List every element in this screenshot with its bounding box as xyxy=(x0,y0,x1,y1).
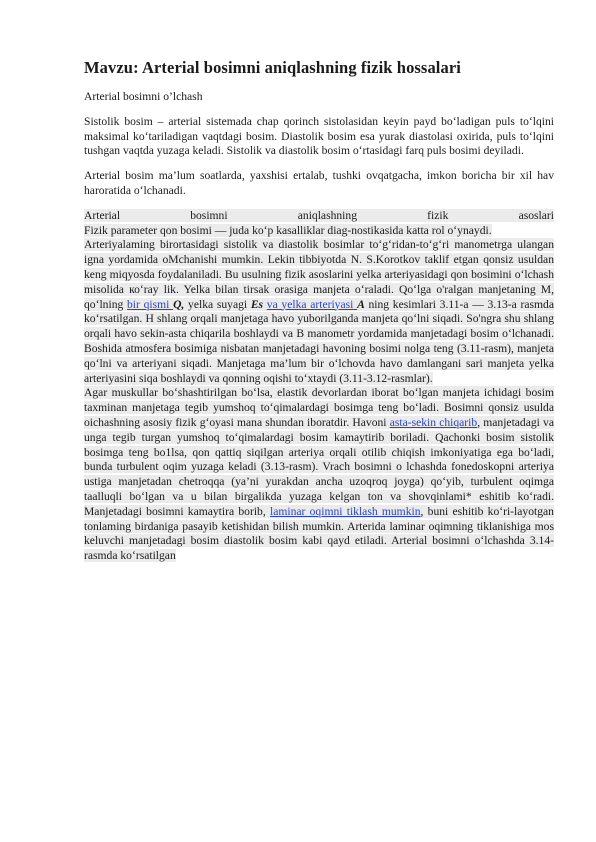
paragraph-highlight-1-text: Fizik parameter qon bosimi — juda ko‘p kasalliklar diag-nostikasida katta rol o‘ynaydi. xyxy=(84,223,492,237)
paragraph-measurement-time: Arterial bosim ma’lum soatlarda, yaxshisi ertalab, tushki ovqatgacha, imkon boricha bir xil hav haroratida o‘lchanadi. xyxy=(84,169,554,197)
link-bir-qismi[interactable]: bir qismi xyxy=(127,297,174,311)
text-segment: , manjetadagi va unga tegib turgan yumshoq to‘qimalardagi bosim kamaytirib boriladi. Qachonki bosim sistolik bosimga teng bo1lsa, qon qattiq siqilgan arteriya orqali otilib chiqish imkoniyatiga ega bo‘ladi, bunda turbulent oqim yuzaga keladi (3.13-rasm). Vrach bosimni o lchashda fonedoskopni arteriya ustiga manjetadan chetroqqa (ya’ni yurakdan ancha uzoqroq joyga) qo‘yib, turbulent oqimga taalluqli bo‘lgan va u bilan birgalikda yuzaga kelgan ton va shovqinlami* eshitib ko‘radi. Manjetadagi bosimni kamaytira borib, xyxy=(84,415,554,518)
document-body xyxy=(84,58,554,564)
text-segment: Agar muskullar bo‘shashtirilgan bo‘lsa, elastik devorlardan iborat bo‘lgan manjeta ichidagi bosim taxminan manjetaga tegib yumshoq to‘qimalardagi bosimga teng bo‘ladi. Bosimni qonsiz usulda oichashning asosiy fizik g‘oyasi mana shundan iboratdir. Havoni xyxy=(84,386,554,429)
text-segment: ning kesimlari 3.11-a — 3.13-a rasmda ko‘rsatilgan. H shlang orqali manjetaga havo yuborilganda manjeta qo‘lni siqadi. So'ngra shu shlang orqali havo sekin-asta chiqarila boshlaydi va B manometr yordamida manjetadagi bosim o‘lchanadi. Boshida atmosfera bosimiga nisbatan manjetadagi havoning bosimi nolga teng (3.11-rasm), manjeta qo‘lni va arteriyani siqadi. Manjetaga ma’lum bir o‘lchovda havo damlangani sari manjeta yelka arteriyasini siqa boshlaydi va qonning oqishi to‘xtaydi (3.11-3.12-rasmlar). xyxy=(84,297,554,385)
symbol-a: A xyxy=(357,297,365,311)
link-asta-sekin-chiqarib[interactable]: asta-sekin chiqarib xyxy=(389,415,478,429)
symbol-q: Q, xyxy=(173,297,185,311)
subtitle: Arterial bosimni o’lchash xyxy=(84,90,203,103)
text-segment: yelka suyagi xyxy=(184,297,251,311)
paragraph-highlight-2 xyxy=(84,238,554,386)
link-laminar-oqimni[interactable]: laminar oqimni tiklash mumkin xyxy=(269,504,421,518)
paragraph-highlight-3 xyxy=(84,386,554,564)
link-yelka-arteriyasi[interactable]: va yelka arteriyasi xyxy=(266,297,358,311)
paragraph-highlight-1 xyxy=(84,224,554,239)
text-segment: , buni eshitib ko‘ri-layotgan tonlaming birdaniga pasayib ketishidan bilish mumkin. Arterida laminar oqimning tiklanishiga mos keluvchi manjetadagi bosim diastolik bosim kabi qayd etiladi. Arterial bosimni o‘lchashda 3.14-rasmda ko‘rsatilgan xyxy=(84,504,554,563)
page-title: Mavzu: Arterial bosimni aniqlashning fizik hossalari xyxy=(84,58,461,77)
section-heading xyxy=(84,209,554,224)
section-heading-text: Arterial bosimni aniqlashning fizik asoslari xyxy=(84,208,554,222)
text-segment: Arteriyalaming birortasidagi sistolik va diastolik bosimlar to‘g‘ridan-to‘g‘ri manometrga ulangan igna yordamida oMchanishi mumkin. Lekin tibbiyotda N. S.Korotkov taklif etgan qonsiz usuldan keng miqyosda foydalaniladi. Bu usulning fizik asoslarini yelka arteriyasidagi qon bosimini o‘lchash misolida ко‘ray lik. Yelka bilan tirsak orasiga manjeta o‘raladi. Qo‘lga o'ralgan manjetaning M, qo‘lning xyxy=(84,238,554,311)
paragraph-sistolik: Sistolik bosim – arterial sistemada chap qorinch sistolasidan keyin payd bo‘ladigan puls to‘lqini maksimal ko‘tariladigan vaqtdagi bosim. Diastolik bosim esa yurak diastolasi oxirida, puls to‘lqini tushgan vaqtda yuzaga keladi. Sistolik va diastolik bosim o‘rtasidagi farq puls bosimi deyiladi. xyxy=(84,114,554,158)
symbol-es: Es xyxy=(250,297,264,311)
